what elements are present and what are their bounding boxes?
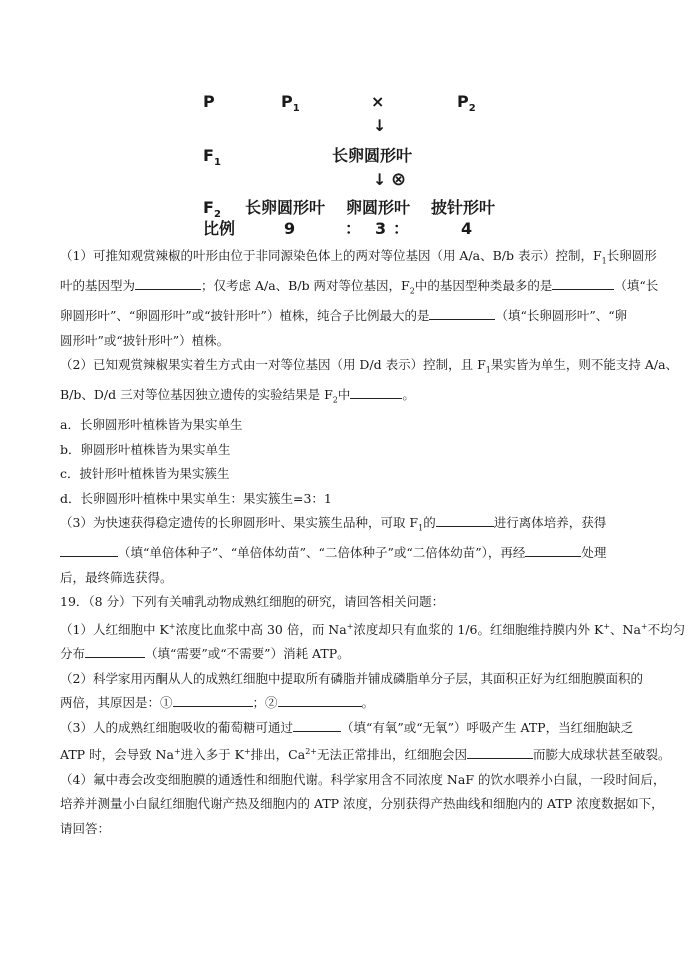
answer-blank[interactable] — [350, 384, 402, 399]
q19-1-line-2: 分布 （填“需要”或“不需要”）消耗 ATP。 — [60, 642, 648, 667]
q2-line-1: （2）已知观赏辣椒果实着生方式由一对等位基因（用 D/d 表示）控制，且 $F_1$果实皆为单生，则不能支持 A/a、 — [60, 357, 679, 375]
answer-blank[interactable] — [135, 275, 201, 290]
q2-option-a: a．长卵圆形叶植株皆为果实单生 — [60, 417, 243, 432]
ratio-colon-2: ： — [393, 219, 410, 238]
f1-phenotype: 长卵圆形叶 — [332, 146, 413, 165]
q1-line-2: 叶的基因型为 ；仅考虑 A/a、B/b 两对等位基因，$F_2$中的基因型种类最多的是 （填“长 — [60, 274, 648, 304]
parent-1: $P_1$ — [281, 92, 300, 115]
q19-2-line-2: 两倍，其原因是：① ；② 。 — [60, 691, 648, 716]
genetic-cross-diagram — [0, 0, 692, 260]
answer-blank[interactable] — [293, 717, 341, 732]
cross-symbol: × — [371, 92, 385, 111]
answer-blank[interactable] — [552, 275, 614, 290]
answer-blank[interactable] — [85, 643, 145, 658]
f2-phenotype-2: 卵圆形叶 — [346, 198, 411, 217]
answer-blank[interactable] — [429, 305, 495, 320]
answer-blank[interactable] — [525, 542, 581, 557]
answer-blank[interactable] — [60, 542, 118, 557]
f2-phenotype-1: 长卵圆形叶 — [245, 198, 326, 217]
ratio-colon-1: ： — [345, 219, 362, 238]
arrow-down-icon: ↓ — [373, 170, 387, 189]
q19-2-line-1: （2）科学家用丙酮从人的成熟红细胞中提取所有磷脂并铺成磷脂单分子层，其面积正好为红细胞膜面积的 — [60, 670, 643, 686]
q19-1-line-1: （1）人红细胞中 K+浓度比血浆中高 30 倍，而 Na+浓度却只有血浆的 1/6。红细胞维持膜内外 K+、Na+不均匀 — [60, 621, 686, 637]
q19-4-line-3: 请回答： — [60, 820, 111, 836]
q19-3-line-2: ATP 时，会导致 Na+进入多于 K+排出，$Ca^{2+}$无法正常排出，红细胞会因 而膨大成球状甚至破裂。 — [60, 740, 648, 768]
q3-line-1: （3）为快速获得稳定遗传的长卵圆形叶、果实簇生品种，可取 $F_1$的 进行离体培养，获得 — [60, 511, 648, 541]
self-cross-icon: ⊗ — [391, 169, 407, 190]
arrow-down-icon: ↓ — [373, 116, 387, 135]
q1-line-3: 卵圆形叶”、“卵圆形叶”或“披针形叶”）植株，纯合子比例最大的是 （填“长卵圆形叶”、“卵 — [60, 304, 648, 329]
q2-option-c: c．披针形叶植株皆为果实簇生 — [60, 466, 230, 481]
parent-2: $P_2$ — [457, 92, 476, 115]
q2-line-2: B/b、D/d 三对等位基因独立遗传的实验结果是 $F_2$中 。 — [60, 383, 648, 413]
q1-line-1: （1）可推知观赏辣椒的叶形由位于非同源染色体上的两对等位基因（用 A/a、B/b 表示）控制，$F_1$长卵圆形 — [60, 248, 657, 266]
ratio-value-3: 4 — [461, 219, 473, 238]
q1-line-4: 圆形叶”或“披针形叶”）植株。 — [60, 332, 230, 348]
q19-4-line-2: 培养并测量小白鼠红细胞代谢产热及细胞内的 ATP 浓度，分别获得产热曲线和细胞内的 ATP 浓度数据如下， — [60, 796, 664, 812]
answer-blank[interactable] — [467, 744, 533, 759]
q3-line-2: （填“单倍体种子”、“单倍体幼苗”、“二倍体种子”或“二倍体幼苗”），再经 处理 — [60, 541, 648, 566]
q2-option-b: b．卵圆形叶植株皆为果实单生 — [60, 441, 231, 457]
answer-blank[interactable] — [436, 512, 494, 527]
q19-3-line-1: （3）人的成熟红细胞吸收的葡萄糖可通过 （填“有氧”或“无氧”）呼吸产生 ATP，当红细胞缺乏 — [60, 716, 648, 741]
ratio-value-1: 9 — [284, 219, 296, 238]
ratio-value-2: 3 — [375, 219, 387, 238]
question-text — [60, 244, 686, 841]
q3-line-3: 后，最终筛选获得。 — [60, 569, 173, 585]
ratio-label: 比例 — [203, 219, 236, 238]
p-label: P — [203, 92, 215, 111]
f2-label: $F_2$ — [203, 198, 221, 221]
q19-title: 19．（8 分）下列有关哺乳动物成熟红细胞的研究，请回答相关问题： — [60, 594, 445, 609]
f2-phenotype-3: 披针形叶 — [431, 198, 496, 217]
answer-blank[interactable] — [173, 692, 253, 707]
q2-option-d: d．长卵圆形叶植株中果实单生：果实簇生=3：1 — [60, 490, 332, 506]
answer-blank[interactable] — [278, 692, 362, 707]
q19-4-line-1: （4）氟中毒会改变细胞膜的通透性和细胞代谢。科学家用含不同浓度 NaF 的饮水喂养小白鼠，一段时间后， — [60, 771, 666, 787]
f1-label: $F_1$ — [203, 146, 221, 169]
